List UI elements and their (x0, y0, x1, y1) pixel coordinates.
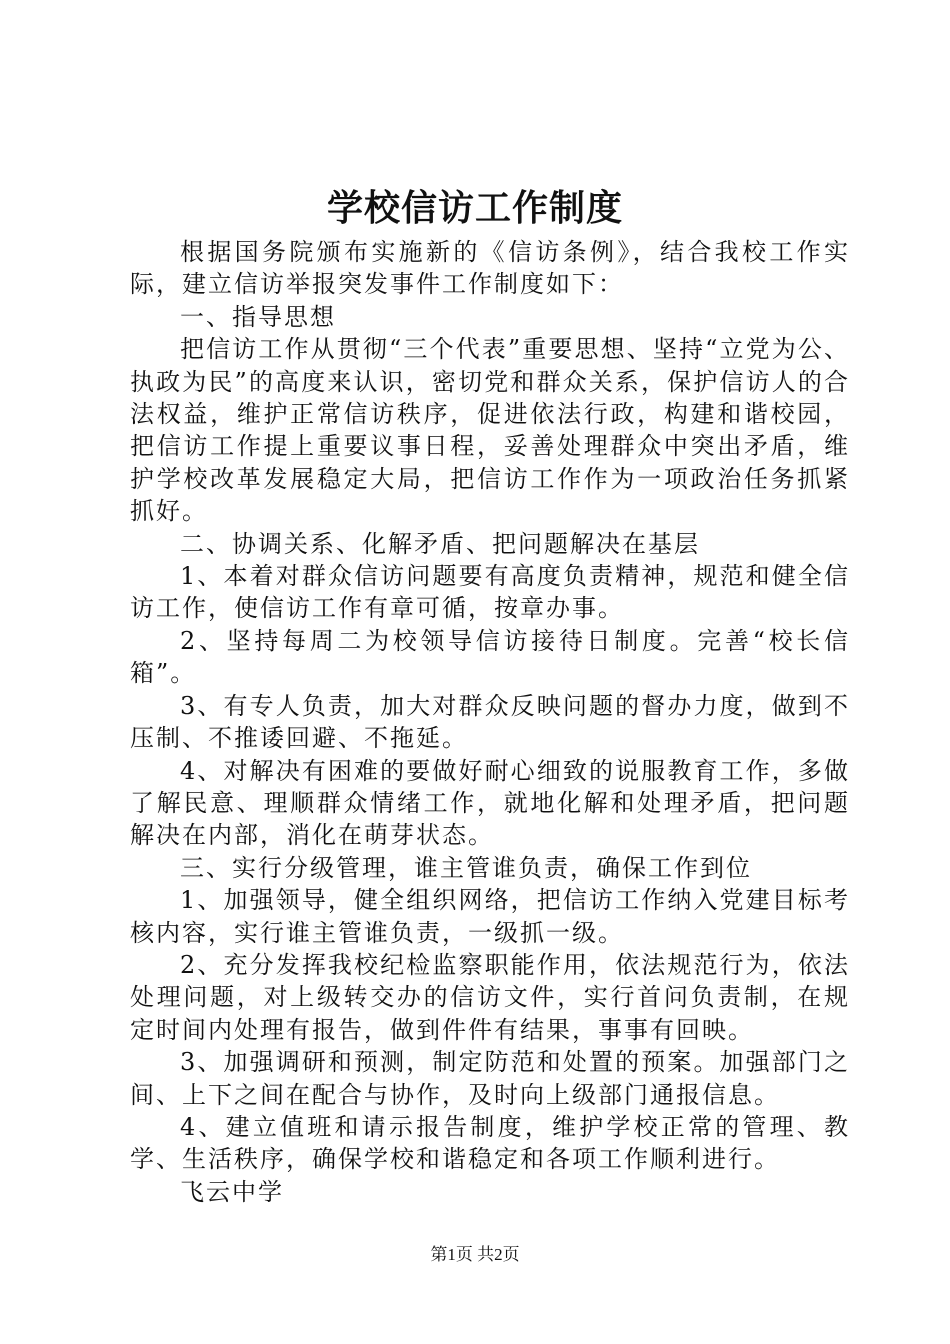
body-paragraph: 把信访工作从贯彻“三个代表”重要思想、坚持“立党为公、执政为民”的高度来认识，密切党和群众关系，保护信访人的合法权益，维护正常信访秩序，促进依法行政，构建和谐校园，把信访工作提上重要议事日程，妥善处理群众中突出矛盾，维护学校改革发展稳定大局，把信访工作作为一项政治任务抓紧抓好。 (130, 335, 850, 526)
document-title: 学校信访工作制度 (326, 187, 623, 229)
list-item: 4、建立值班和请示报告制度，维护学校正常的管理、教学、生活秩序，确保学校和谐稳定和各项工作顺利进行。 (130, 1112, 850, 1174)
list-item: 1、加强领导，健全组织网络，把信访工作纳入党建目标考核内容，实行谁主管谁负责，一级抓一级。 (130, 886, 850, 947)
list-item: 4、对解决有困难的要做好耐心细致的说服教育工作，多做了解民意、理顺群众情绪工作，就地化解和处理矛盾，把问题解决在内部，消化在萌芽状态。 (130, 756, 850, 850)
list-item: 2、充分发挥我校纪检监察职能作用，依法规范行为，依法处理问题，对上级转交办的信访文件，实行首问负责制，在规定时间内处理有报告，做到件件有结果，事事有回映。 (130, 950, 850, 1044)
intro-paragraph: 根据国务院颁布实施新的《信访条例》，结合我校工作实际，建立信访举报突发事件工作制度如下： (130, 238, 850, 299)
signature-line: 飞云中学 (180, 1177, 284, 1206)
document-body (130, 236, 850, 1208)
section-heading: 一、指导思想 (180, 302, 336, 331)
section-heading: 二、协调关系、化解矛盾、把问题解决在基层 (180, 529, 700, 558)
list-item: 3、加强调研和预测，制定防范和处置的预案。加强部门之间、上下之间在配合与协作，及时向上级部门通报信息。 (130, 1048, 850, 1109)
list-item: 2、坚持每周二为校领导信访接待日制度。完善“校长信箱”。 (130, 626, 850, 688)
list-item: 3、有专人负责，加大对群众反映问题的督办力度，做到不压制、不推诿回避、不拖延。 (130, 691, 850, 753)
page-footer: 第1页 共2页 (430, 1245, 520, 1264)
list-item: 1、本着对群众信访问题要有高度负责精神，规范和健全信访工作，使信访工作有章可循，按章办事。 (130, 562, 850, 623)
section-heading: 三、实行分级管理，谁主管谁负责，确保工作到位 (180, 853, 752, 882)
